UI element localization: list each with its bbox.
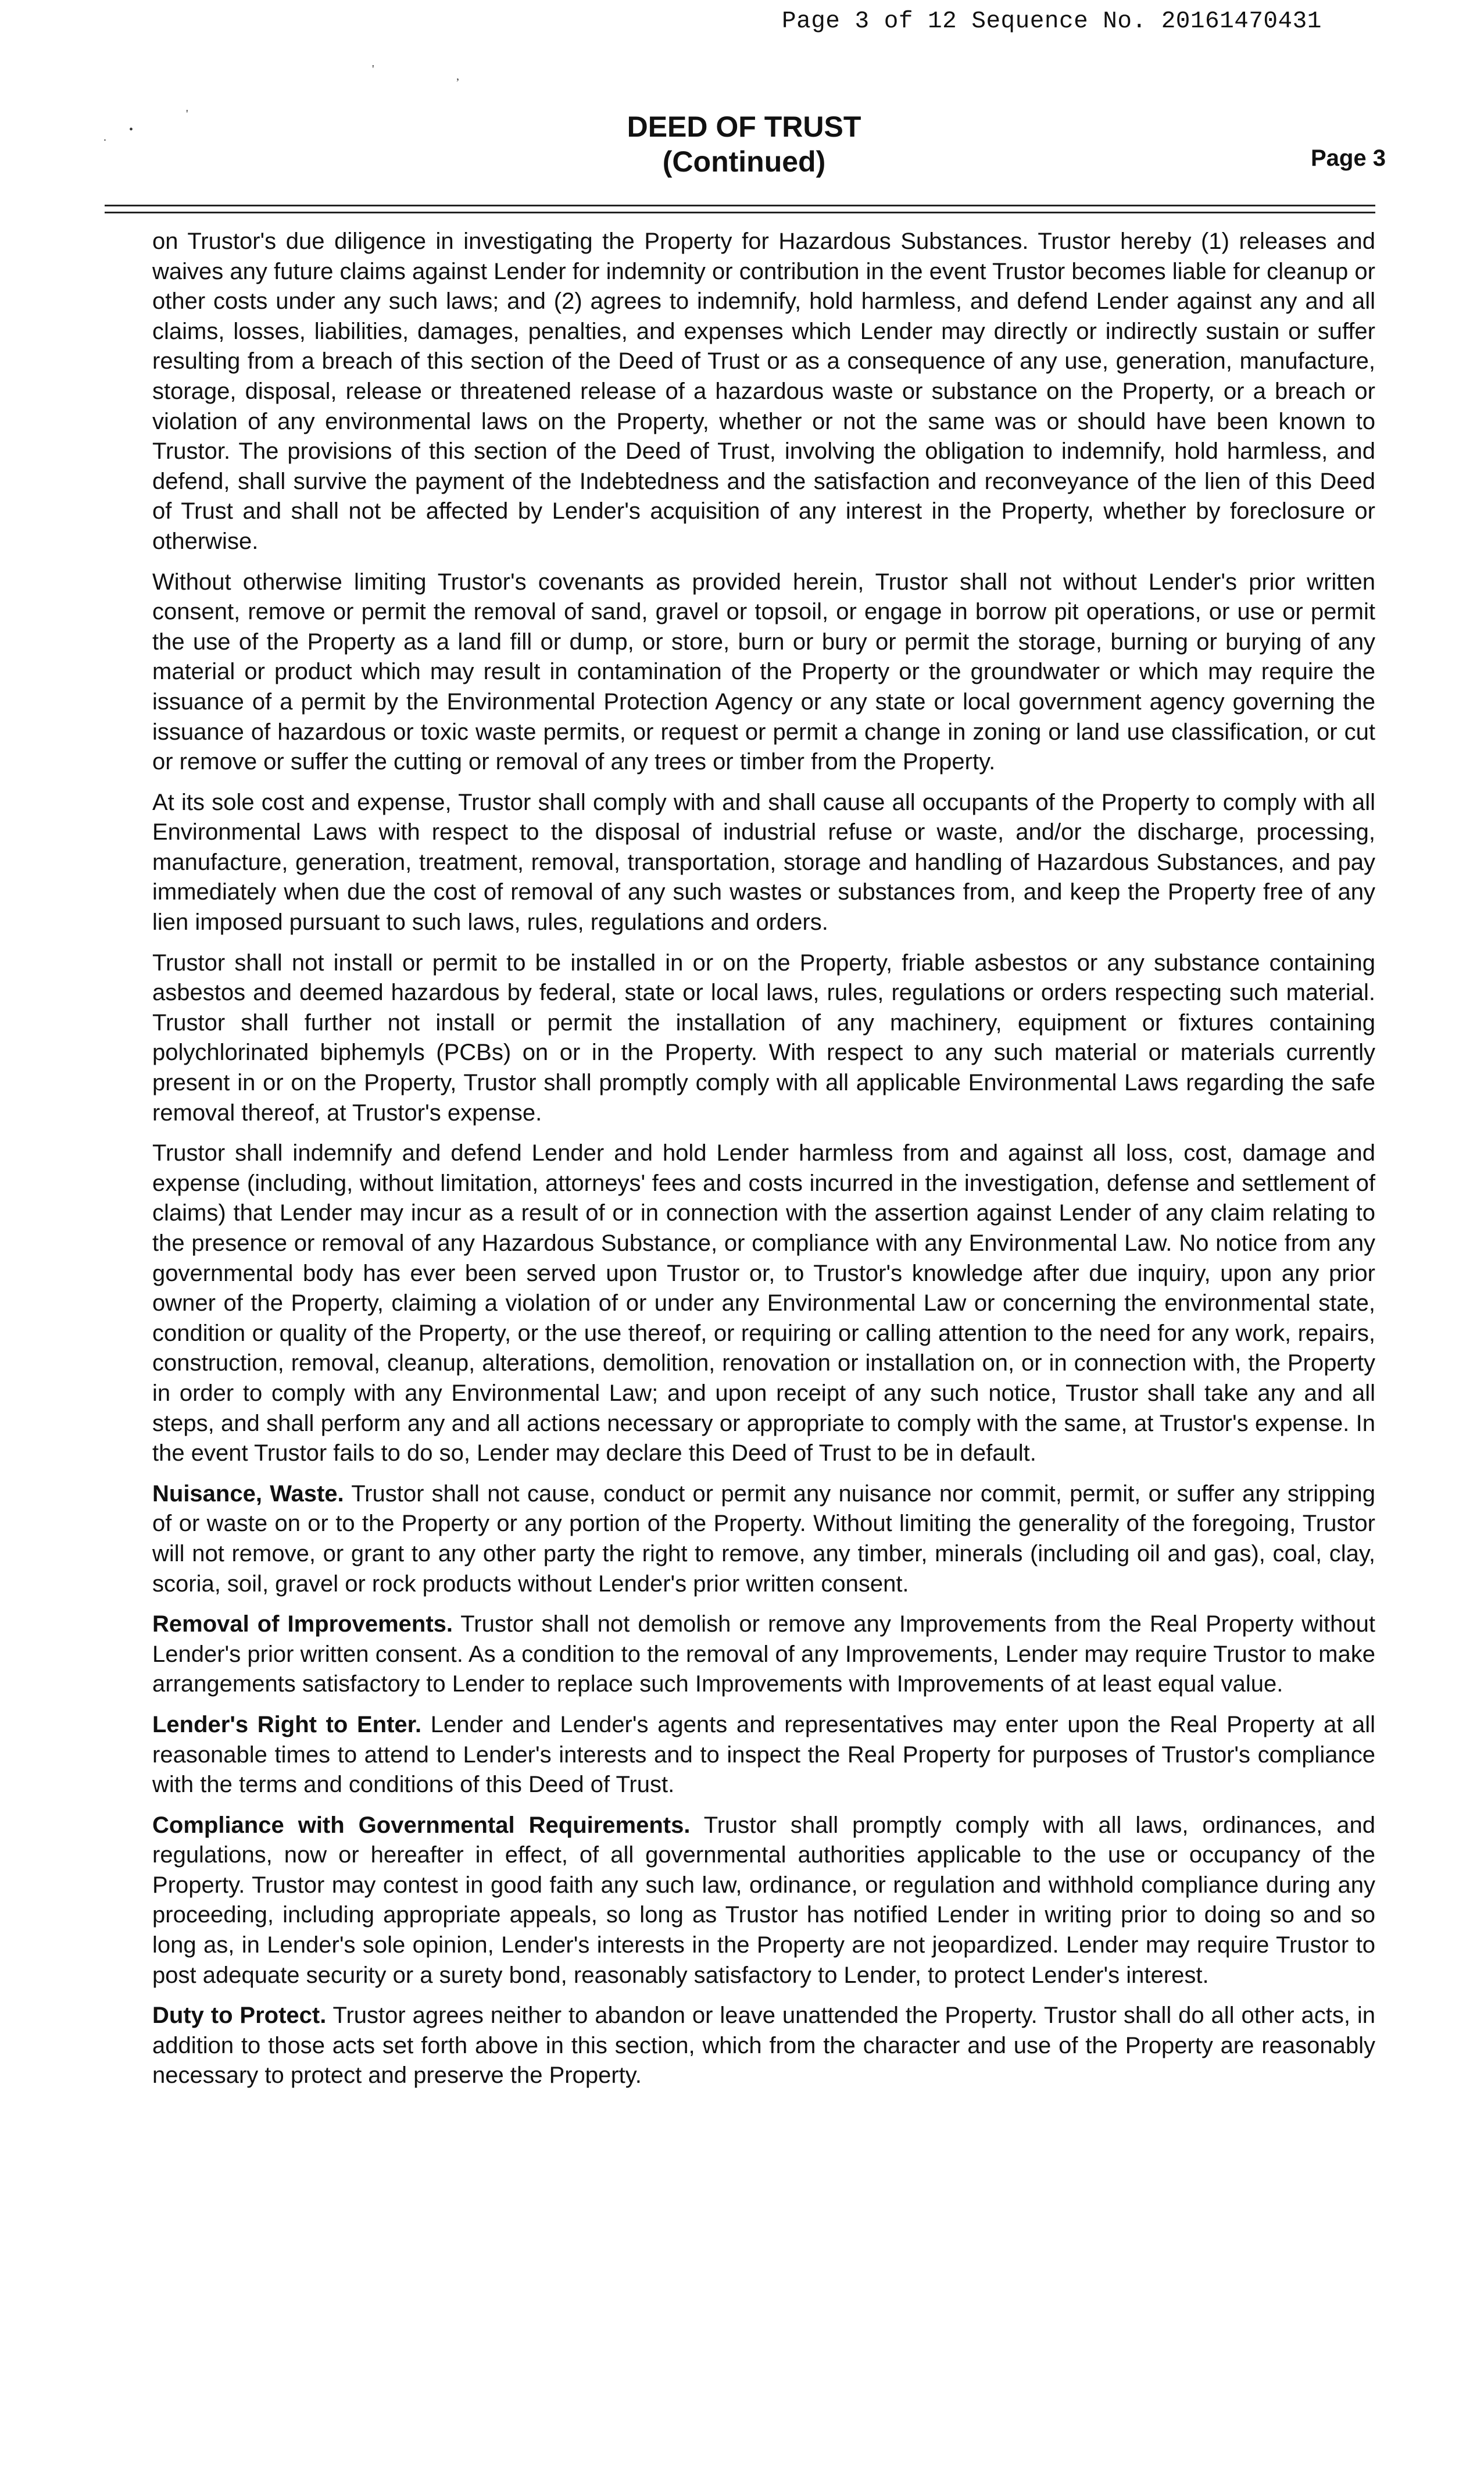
recording-header: Page 3 of 12 Sequence No. 20161470431: [782, 8, 1322, 35]
section-lenders-right-to-enter: Lender's Right to Enter. Lender and Lender's agents and representatives may enter upon the Real Property at all reasonable times to attend to Lender's interests and to inspect the Real Property for purposes of Trustor's compliance with the terms and conditions of this Deed of Trust.: [152, 1711, 1375, 1798]
document-title-block: [581, 109, 907, 179]
document-subtitle: (Continued): [662, 145, 826, 178]
scan-speck: .: [103, 131, 106, 144]
document-body: [152, 227, 1375, 2101]
section-duty-to-protect: Duty to Protect. Trustor agrees neither to abandon or leave unattended the Property. Trustor shall do all other acts, in addition to those acts set forth above in this section, which from the character and use of the Property are reasonably necessary to protect and preserve the Property.: [152, 2003, 1376, 2089]
section-heading: Removal of Improvements.: [152, 1611, 453, 1637]
section-heading: Duty to Protect.: [152, 2003, 327, 2029]
section-nuisance-waste: Nuisance, Waste. Trustor shall not cause, conduct or permit any nuisance nor commit, permit, or suffer any stripping of or waste on or to the Property or any portion of the Property. Without limiting the generality of the foregoing, Trustor will not remove, or grant to any other party the right to remove, any timber, minerals (including oil and gas), coal, clay, scoria, soil, gravel or rock products without Lender's prior written consent.: [152, 1480, 1376, 1597]
paragraph: on Trustor's due diligence in investigating the Property for Hazardous Substances. Trustor hereby (1) releases and waives any future claims against Lender for indemnity or contribution in the event Trustor becomes liable for cleanup or other costs under any such laws; and (2) agrees to indemnify, hold harmless, and defend Lender against any and all claims, losses, liabilities, damages, penalties, and expenses which Lender may directly or indirectly sustain or suffer resulting from a breach of this section of the Deed of Trust or as a consequence of any use, generation, manufacture, storage, disposal, release or threatened release of a hazardous waste or substance on the Property, or a breach or violation of any environmental laws on the Property, whether or not the same was or should have been known to Trustor. The provisions of this section of the Deed of Trust, involving the obligation to indemnify, hold harmless, and defend, shall survive the payment of the Indebtedness and the satisfaction and reconveyance of the lien of this Deed of Trust and shall not be affected by Lender's acquisition of any interest in the Property, whether by foreclosure or otherwise.: [152, 229, 1375, 554]
section-heading: Lender's Right to Enter.: [152, 1711, 422, 1737]
paragraph: Trustor shall indemnify and defend Lender and hold Lender harmless from and against all loss, cost, damage and expense (including, without limitation, attorneys' fees and costs incurred in the investigation, defense and settlement of claims) that Lender may incur as a result of or in connection with the assertion against Lender of any claim relating to the presence or removal of any Hazardous Substance, or compliance with any Environmental Law. No notice from any governmental body has ever been served upon Trustor or, to Trustor's knowledge after due inquiry, upon any prior owner of the Property, claiming a violation of or under any Environmental Law or concerning the environmental state, condition or quality of the Property, or the use thereof, or requiring or calling attention to the need for any work, repairs, construction, removal, cleanup, alterations, demolition, renovation or installation on, or in connection with, the Property in order to comply with any Environmental Law; and upon receipt of any such notice, Trustor shall take any and all steps, and shall perform any and all actions necessary or appropriate to comply with the same, at Trustor's expense. In the event Trustor fails to do so, Lender may declare this Deed of Trust to be in default.: [152, 1140, 1375, 1466]
page-number: Page 3: [1311, 145, 1386, 171]
scan-speck: ,: [456, 70, 459, 83]
section-compliance-governmental-requirements: Compliance with Governmental Requirements. Trustor shall promptly comply with all laws, ordinances, and regulations, now or hereafter in effect, of all governmental authorities applicable to the use or occupancy of the Property. Trustor may contest in good faith any such law, ordinance, or regulation and withhold compliance during any proceeding, including appropriate appeals, so long as Trustor has notified Lender in writing prior to doing so and so long as, in Lender's sole opinion, Lender's interests in the Property are not jeopardized. Lender may require Trustor to post adequate security or a surety bond, reasonably satisfactory to Lender, to protect Lender's interest.: [152, 1812, 1376, 1988]
section-heading: Nuisance, Waste.: [152, 1480, 344, 1507]
header-rule-top: [105, 205, 1375, 206]
scan-speck: •: [129, 123, 134, 136]
paragraph: Without otherwise limiting Trustor's covenants as provided herein, Trustor shall not without Lender's prior written consent, remove or permit the removal of sand, gravel or topsoil, or engage in borrow pit operations, or use or permit the use of the Property as a land fill or dump, or store, burn or bury or permit the storage, burning or burying of any material or product which may result in contamination of the Property or the groundwater or which may require the issuance of a permit by the Environmental Protection Agency or any state or local government agency governing the issuance of hazardous or toxic waste permits, or request or permit a change in zoning or land use classification, or cut or remove or suffer the cutting or removal of any trees or timber from the Property.: [152, 569, 1375, 775]
section-heading: Compliance with Governmental Requirements.: [152, 1812, 691, 1838]
scan-speck: ': [186, 108, 188, 120]
paragraph: Trustor shall not install or permit to be installed in or on the Property, friable asbestos or any substance containing asbestos and deemed hazardous by federal, state or local laws, rules, regulations or orders respecting such material. Trustor shall further not install or permit the installation of any machinery, equipment or fixtures containing polychlorinated biphemyls (PCBs) on or in the Property. With respect to any such material or materials currently present in or on the Property, Trustor shall promptly comply with all applicable Environmental Laws regarding the safe removal thereof, at Trustor's expense.: [152, 950, 1375, 1126]
scan-speck: ': [372, 63, 374, 76]
header-rule-bottom: [105, 212, 1375, 213]
section-removal-of-improvements: Removal of Improvements. Trustor shall not demolish or remove any Improvements from the Real Property without Lender's prior written consent. As a condition to the removal of any Improvements, Lender may require Trustor to make arrangements satisfactory to Lender to replace such Improvements with Improvements of at least equal value.: [152, 1611, 1376, 1697]
paragraph: At its sole cost and expense, Trustor shall comply with and shall cause all occupants of the Property to comply with all Environmental Laws with respect to the disposal of industrial refuse or waste, and/or the discharge, processing, manufacture, generation, treatment, removal, transportation, storage and handling of Hazardous Substances, and pay immediately when due the cost of removal of any such wastes or substances from, and keep the Property free of any lien imposed pursuant to such laws, rules, regulations and orders.: [152, 789, 1375, 936]
document-title: DEED OF TRUST: [627, 110, 861, 143]
